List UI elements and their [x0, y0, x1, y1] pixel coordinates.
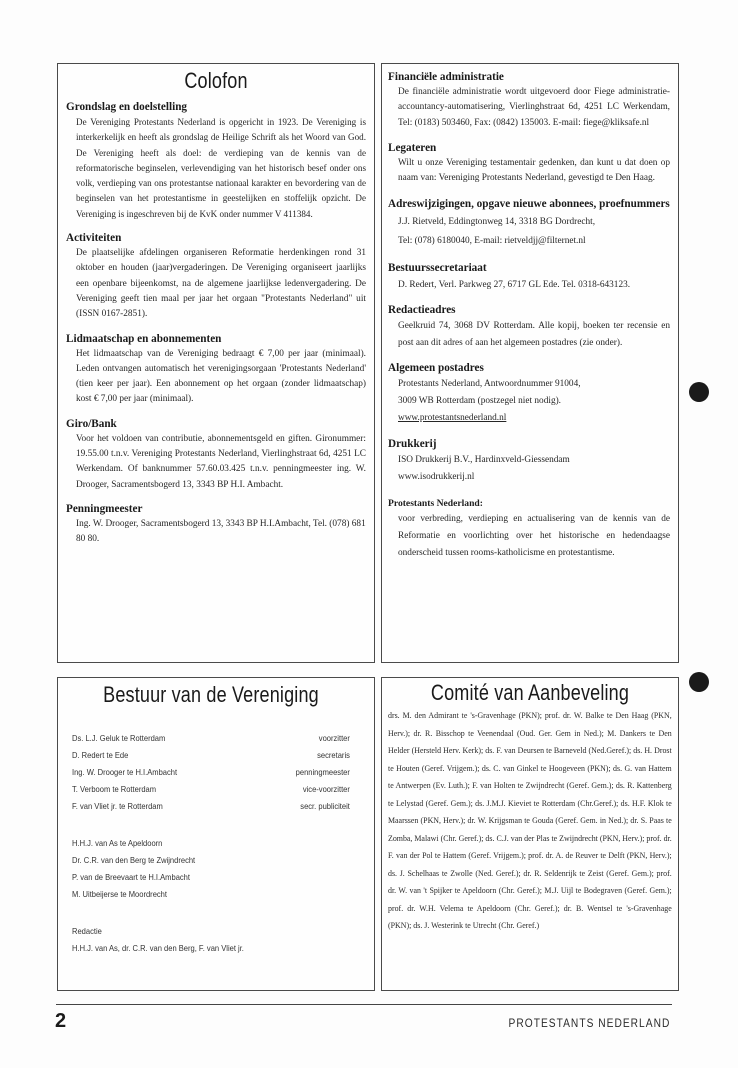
colofon-title: Colofon: [184, 68, 248, 93]
bestuur-row: [72, 747, 350, 764]
section-heading-giro: Giro/Bank: [66, 417, 117, 430]
section-body-giro: Voor het voldoen van contributie, abonnementsgeld en giften. Gironummer: 19.55.00 t.n.v. Vereniging Protestants Nederland, Vierlinghstraat 6d, 4251 LC Werkendam. Of banknummer 57.60.03.425 t.n.v. penningmeester ing. W. Drooger, Sacramentsbogerd 13, 3343 BP H.I. Ambacht.: [76, 433, 366, 490]
body-legateren: Wilt u onze Vereniging testamentair gedenken, dan kunt u dat doen op naam van: Vereniging Protestants Nederland, gevestigd te Den Haag.: [398, 157, 670, 184]
heading-financiele-administratie: Financiële administratie: [388, 71, 504, 83]
adres-line-1: J.J. Rietveld, Eddingtonweg 14, 3318 BG Dordrecht,: [398, 217, 596, 228]
heading-protestants-nederland: Protestants Nederland:: [388, 498, 483, 510]
bestuur-row: [72, 798, 350, 815]
bestuur-member-role: penningmeester: [295, 767, 350, 777]
bestuur-member-role: secretaris: [317, 750, 350, 760]
postadres-line-1: Protestants Nederland, Antwoordnummer 91004,: [398, 379, 581, 390]
heading-bestuurssecretariaat: Bestuurssecretariaat: [388, 262, 487, 275]
comite-box: [381, 677, 679, 991]
section-body-lidmaatschap: Het lidmaatschap van de Vereniging bedraagt € 7,00 per jaar (minimaal). Leden ontvangen automatisch het verenigingsorgaan 'Protestants Nederland' (tien keer per jaar). Een abonnement op het orgaan (zonder lidmaatschap) kost € 7,00 per jaar (minimaal).: [76, 348, 366, 405]
section-body-penningmeester: Ing. W. Drooger, Sacramentsbogerd 13, 3343 BP H.I.Ambacht, Tel. (078) 681 80 80.: [76, 518, 366, 545]
bestuur-other-member: H.H.J. van As te Apeldoorn: [72, 838, 163, 848]
section-heading-grondslag: Grondslag en doelstelling: [66, 101, 188, 113]
info-box: [381, 63, 679, 663]
drukkerij-line-1: ISO Drukkerij B.V., Hardinxveld-Giessendam: [398, 455, 570, 466]
footer-rule: [56, 1004, 672, 1005]
bestuur-title: Bestuur van de Vereniging: [103, 682, 319, 707]
bestuur-member-name: Ing. W. Drooger te H.I.Ambacht: [72, 767, 178, 777]
section-heading-lidmaatschap: Lidmaatschap en abonnementen: [66, 332, 222, 345]
bestuur-member-name: Ds. L.J. Geluk te Rotterdam: [72, 733, 166, 743]
adres-line-2: Tel: (078) 6180040, E-mail: rietveldjj@filternet.nl: [398, 235, 586, 246]
postadres-line-2: 3009 WB Rotterdam (postzegel niet nodig).: [398, 396, 562, 407]
section-heading-activiteiten: Activiteiten: [66, 232, 122, 245]
heading-adreswijzigingen: Adreswijzigingen, opgave nieuwe abonnees, proefnummers: [388, 198, 670, 211]
comite-members: drs. M. den Admirant te 's-Gravenhage (PKN); prof. dr. W. Balke te Den Haag (PKN, Herv.); dr. R. Bisschop te Veenendaal (Oud. Ger. Gem in Ned.); M. Dankers te Den Helder (Hersteld Herv. Kerk); ds. F. van Deursen te Barneveld (Ned.Geref.); ds. H. Drost te Houten (Geref. Vrijgem.); ds. C. van Ginkel te Hoogeveen (PKN); ds. G. van Hattem te Antwerpen (Ev. Luth.); F. van Holten te Zwijndrecht (Geref. Gem.); ds. R. Kattenberg te Lelystad (Geref. Gem.); ds. J.M.J. Kieviet te Rotterdam (Chr.Geref.); ds. H.F. Klok te Maarssen (PKN, Herv.); dr. W. Krijgsman te Gouda (Geref. Gem. in Ned.); dr. S. Paas te Zomba, Malawi (Chr. Geref.); ds. C.J. van der Plas te Zwijndrecht (PKN, Herv.); prof. dr. F. van der Pol te Hattem (Geref. Vrijgem.); prof. dr. A. de Reuver te Delft (PKN, Herv.); ds. J. Schelhaas te Zwolle (Ned. Geref.); dr. R. Seldenrijk te Zeist (Geref. Gem.); prof. dr. W. van 't Spijker te Apeldoorn (Chr. Geref.); M.J. Uijl te Bodegraven (Geref. Gem.); prof. dr. W.H. Velema te Apeldoorn (Chr. Geref.); dr. B. Wentsel te 's-Gravenhage (PKN); ds. J. Westerink te Utrecht (Chr. Geref.): [388, 710, 672, 930]
section-heading-penningmeester: Penningmeester: [66, 502, 143, 515]
section-body-activiteiten: De plaatselijke afdelingen organiseren Reformatie herdenkingen rond 31 oktober en houden (jaar)vergaderingen. De Vereniging organiseert jaarlijks een openbare bijeenkomst, na de algemene jaarlijkse ledenvergadering. De Vereniging geeft tien maal per jaar het orgaan "Protestants Nederland" uit (ISSN 0167-2851).: [76, 248, 366, 320]
bestuur-member-role: secr. publiciteit: [300, 801, 350, 811]
bestuur-row: [72, 730, 350, 747]
heading-algemeen-postadres: Algemeen postadres: [388, 362, 484, 375]
section-body-grondslag: De Vereniging Protestants Nederland is opgericht in 1923. De Vereniging is interkerkelijk en heeft als grondslag de Heilige Schrift als het Woord van God. De Vereniging heeft als doel: de verdieping van de kennis van de reformatorische beginselen, verlevendiging van het historisch besef onder ons volk, verdieping van ons protestantse nationaal karakter en bevordering van de beginselen van het protestantisme in geestelijken en stoffelijk opzicht. De Vereniging is ingeschreven bij de KvK onder nummer V 411384.: [76, 117, 366, 219]
comite-title: Comité van Aanbeveling: [430, 680, 630, 705]
body-financiele-administratie: De financiële administratie wordt uitgevoerd door Fiege administratie-accountancy-automatisering, Vierlinghstraat 6d, 4251 LC Werkendam, Tel: (0183) 503460, Fax: (0842) 135003. E-mail: fiege@kliksafe.nl: [398, 87, 670, 128]
body-protestants-nederland: voor verbreding, verdieping en actualisering van de kennis van de Reformatie en voorlichting over het historische en hedendaagse onderscheid tussen rooms-katholicisme en protestantisme.: [398, 514, 670, 559]
bestuur-row: [72, 764, 350, 781]
website-link[interactable]: www.protestantsnederland.nl: [398, 413, 507, 424]
bestuur-member-name: T. Verboom te Rotterdam: [72, 784, 157, 794]
body-bestuurssecretariaat: D. Redert, Verl. Parkweg 27, 6717 GL Ede. Tel. 0318-643123.: [398, 280, 631, 291]
binder-hole-mark: [689, 382, 709, 402]
redactie-names: H.H.J. van As, dr. C.R. van den Berg, F. van Vliet jr.: [72, 943, 244, 953]
heading-redactieadres: Redactieadres: [388, 304, 456, 317]
publication-title: PROTESTANTS NEDERLAND: [508, 1016, 670, 1030]
bestuur-member-name: F. van Vliet jr. te Rotterdam: [72, 801, 163, 811]
bestuur-list: [72, 730, 350, 957]
heading-legateren: Legateren: [388, 141, 437, 154]
bestuur-box: [57, 677, 375, 991]
bestuur-other-member: M. Uitbeijerse te Moordrecht: [72, 889, 167, 899]
redactie-label: Redactie: [72, 926, 102, 936]
bestuur-member-role: voorzitter: [318, 733, 350, 743]
colofon-box: [57, 63, 375, 663]
drukkerij-line-2: www.isodrukkerij.nl: [398, 472, 475, 483]
bestuur-member-name: D. Redert te Ede: [72, 750, 129, 760]
bestuur-other-member: P. van de Breevaart te H.I.Ambacht: [72, 872, 190, 882]
bestuur-other-member: Dr. C.R. van den Berg te Zwijndrecht: [72, 855, 196, 865]
heading-drukkerij: Drukkerij: [388, 438, 437, 451]
bestuur-row: [72, 781, 350, 798]
page-number: 2: [55, 1010, 67, 1032]
binder-hole-mark: [689, 672, 709, 692]
bestuur-member-role: vice-voorzitter: [302, 784, 350, 794]
body-redactieadres: Geelkruid 74, 3068 DV Rotterdam. Alle kopij, boeken ter recensie en post aan dit adres of aan het algemeen postadres (zie onder).: [398, 321, 670, 349]
